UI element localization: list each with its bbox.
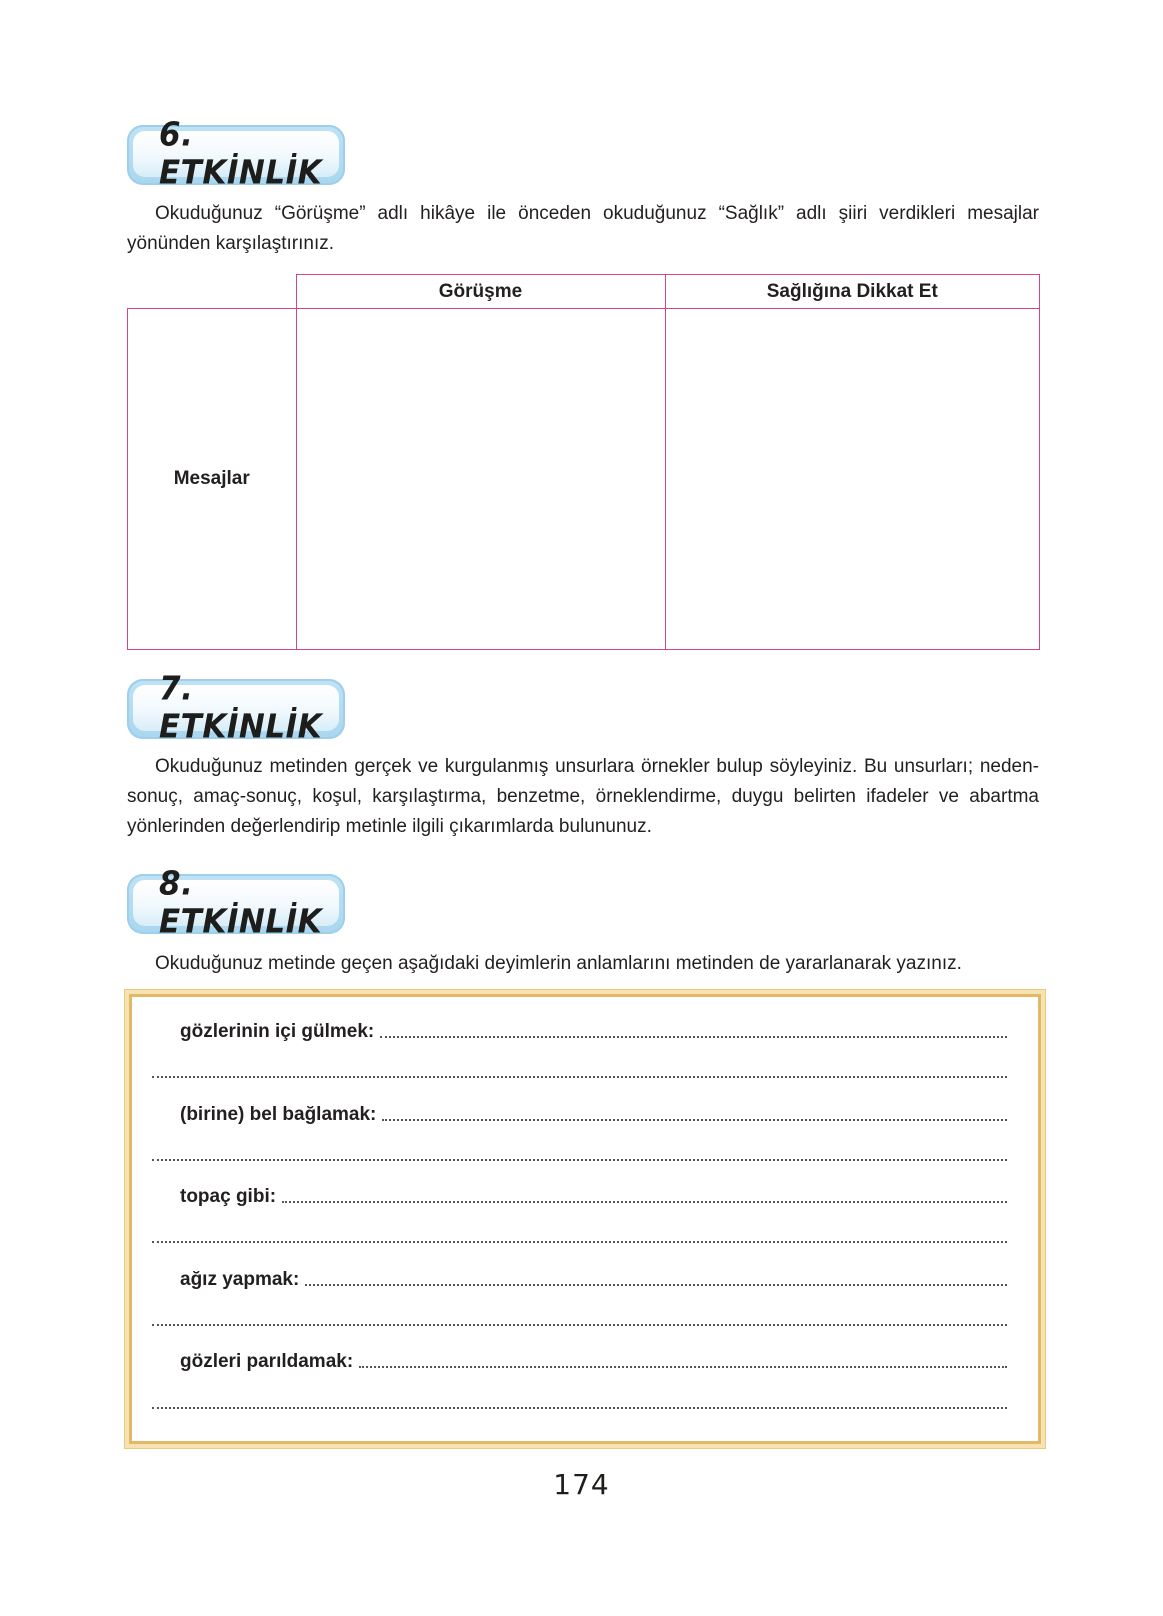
column-header-gorusme: Görüşme — [296, 275, 665, 309]
answer-line[interactable] — [152, 1305, 1007, 1331]
page-number: 174 — [553, 1468, 610, 1501]
idiom-line[interactable] — [152, 1347, 1007, 1373]
activity-7-instruction: Okuduğunuz metinden gerçek ve kurgulanmış unsurlara örnekler bulup söyleyiniz. Bu unsurları; neden-sonuç, amaç-sonuç, koşul, karşılaştırma, benzetme, örneklendirme, duygu belirten ifadeler ve abartma yönlerinden değerlendirip metinle ilgili çıkarımlarda bulununuz. — [127, 756, 1039, 837]
answer-cell-saglik[interactable] — [665, 309, 1040, 650]
answer-line[interactable] — [152, 1388, 1007, 1414]
answer-line[interactable] — [152, 1140, 1007, 1166]
activity-7-title: 7. ETKİNLİK — [159, 670, 323, 746]
idiom-line[interactable] — [152, 1265, 1007, 1291]
row-label-mesajlar: Mesajlar — [128, 309, 297, 650]
idiom-line[interactable] — [152, 1182, 1007, 1208]
answer-line[interactable] — [152, 1057, 1007, 1083]
column-header-sagligina-dikkat-et: Sağlığına Dikkat Et — [665, 275, 1040, 309]
idiom-label: gözleri parıldamak: — [180, 1351, 354, 1372]
idiom-label: topaç gibi: — [180, 1186, 277, 1207]
idiom-line[interactable] — [152, 1017, 1007, 1043]
idiom-label: gözlerinin içi gülmek: — [180, 1021, 375, 1042]
idiom-label: (birine) bel bağlamak: — [180, 1104, 377, 1125]
answer-line[interactable] — [152, 1222, 1007, 1248]
activity-7-badge — [127, 670, 345, 746]
activity-6-instruction: Okuduğunuz “Görüşme” adlı hikâye ile önceden okuduğunuz “Sağlık” adlı şiiri verdikleri mesajlar yönünden karşılaştırınız. — [127, 203, 1039, 254]
answer-cell-gorusme[interactable] — [296, 309, 665, 650]
activity-6-badge — [127, 116, 345, 192]
idiom-line[interactable] — [152, 1100, 1007, 1126]
activity-8-instruction: Okuduğunuz metinde geçen aşağıdaki deyimlerin anlamlarını metinden de yararlanarak yazınız. — [155, 953, 962, 974]
activity-8-badge — [127, 865, 345, 941]
comparison-table — [127, 274, 1040, 650]
idiom-label: ağız yapmak: — [180, 1269, 300, 1290]
activity-6-title: 6. ETKİNLİK — [159, 116, 323, 192]
activity-8-title: 8. ETKİNLİK — [159, 865, 323, 941]
